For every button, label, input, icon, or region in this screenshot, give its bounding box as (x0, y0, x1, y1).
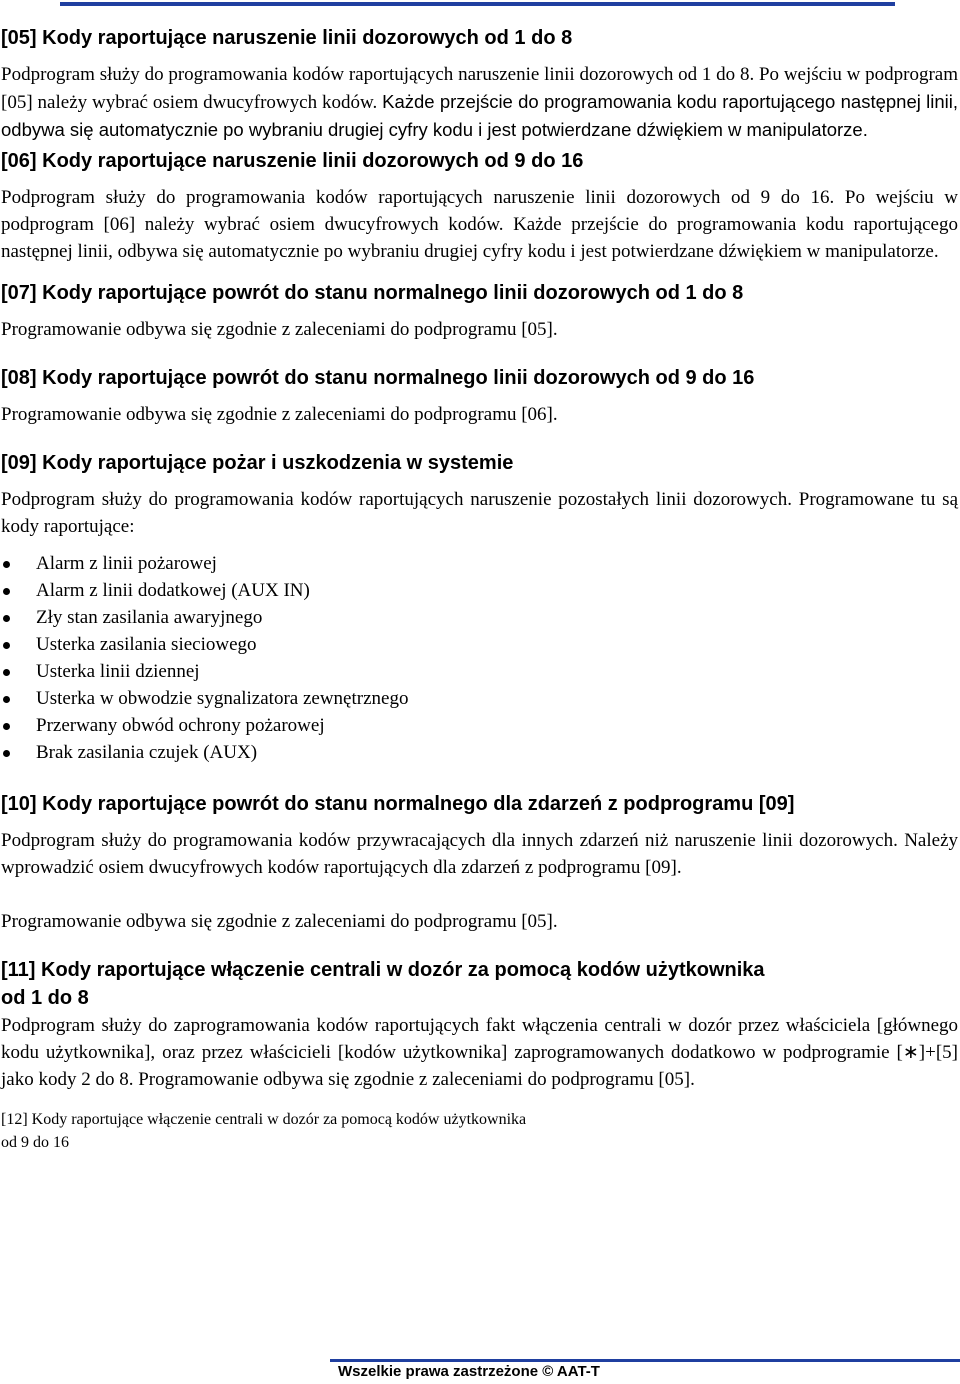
section-11-paragraph: Podprogram służy do zaprogramowania kodów raportujących fakt włączenia centrali w dozór przez właściciela [głównego kodu użytkownika], oraz przez właścicieli [kodów użytkownika] zaprogramowanych dodatkowo w podprogramie [∗]+[5] jako kody 2 do 8. Programowanie odbywa się zgodnie z zaleceniami do podprogramu [05]. (1, 1015, 958, 1090)
list-item: Zły stan zasilania awaryjnego (1, 604, 958, 631)
list-item: Alarm z linii dodatkowej (AUX IN) (1, 577, 958, 604)
section-09-list (1, 550, 958, 766)
section-07-title: [07] Kody raportujące powrót do stanu normalnego linii dozorowych od 1 do 8 (1, 282, 744, 304)
section-11-title-line-1: [11] Kody raportujące włączenie centrali w dozór za pomocą kodów użytkownika (1, 959, 765, 981)
list-item: Alarm z linii pożarowej (1, 550, 958, 577)
section-08-paragraph: Programowanie odbywa się zgodnie z zaleceniami do podprogramu [06]. (1, 404, 558, 425)
section-11 (1, 956, 958, 1093)
list-item: Usterka w obwodzie sygnalizatora zewnętrznego (1, 685, 958, 712)
section-10 (1, 790, 958, 935)
section-06-title: [06] Kody raportujące naruszenie linii dozorowych od 9 do 16 (1, 150, 584, 172)
section-05 (1, 24, 958, 144)
section-10-paragraph-2: Programowanie odbywa się zgodnie z zaleceniami do podprogramu [05]. (1, 911, 558, 932)
section-09-title: [09] Kody raportujące pożar i uszkodzenia w systemie (1, 452, 514, 474)
section-05-text-b: Każde przejście do programowania kodu raportującego następnej linii, odbywa się automatycznie po wybraniu drugiej cyfry kodu i jest potwierdzane dźwiękiem w manipulatorze. (1, 91, 959, 140)
footer-copyright: Wszelkie prawa zastrzeżone © AAT-T (338, 1363, 600, 1380)
list-item: Usterka zasilania sieciowego (1, 631, 958, 658)
section-05-text-a: Podprogram służy do programowania kodów raportujących naruszenie linii dozorowych od 1 do 8. Po wejściu w podprogram [05] należy wybrać osiem dwucyfrowych kodów. (1, 64, 958, 113)
section-06-paragraph: Podprogram służy do programowania kodów raportujących naruszenie linii dozorowych od 9 do 16. Po wejściu w podprogram [06] należy wybrać osiem dwucyfrowych kodów. Każde przejście do programowania kodu raportującego następnej linii, odbywa się automatycznie po wybraniu drugiej cyfry kodu i jest potwierdzane dźwiękiem w manipulatorze. (1, 187, 958, 262)
section-09-paragraph: Podprogram służy do programowania kodów raportujących naruszenie pozostałych linii dozorowych. Programowane tu są kody raportujące: (1, 489, 958, 537)
list-item: Przerwany obwód ochrony pożarowej (1, 712, 958, 739)
list-item: Usterka linii dziennej (1, 658, 958, 685)
document-body (1, 22, 958, 1154)
section-09 (1, 449, 958, 766)
section-10-title: [10] Kody raportujące powrót do stanu normalnego dla zdarzeń z podprogramu [09] (1, 793, 795, 815)
section-10-paragraph-1: Podprogram służy do programowania kodów przywracających dla innych zdarzeń niż naruszenie linii dozorowych. Należy wprowadzić osiem dwucyfrowych kodów raportujących dla zdarzeń z podprogramu [09]. (1, 830, 958, 878)
section-07-paragraph: Programowanie odbywa się zgodnie z zaleceniami do podprogramu [05]. (1, 319, 558, 340)
section-08 (1, 364, 958, 428)
section-12-line-2: od 9 do 16 (1, 1134, 69, 1151)
section-05-paragraph (1, 61, 958, 144)
section-08-title: [08] Kody raportujące powrót do stanu normalnego linii dozorowych od 9 do 16 (1, 367, 755, 389)
section-11-title-line-2: od 1 do 8 (1, 987, 89, 1009)
header-rule (60, 2, 895, 6)
section-07 (1, 279, 958, 343)
list-item: Brak zasilania czujek (AUX) (1, 739, 958, 766)
section-06 (1, 147, 958, 265)
section-12-line-1: [12] Kody raportujące włączenie centrali w dozór za pomocą kodów użytkownika (1, 1111, 527, 1128)
section-12 (1, 1108, 958, 1154)
section-05-title: [05] Kody raportujące naruszenie linii dozorowych od 1 do 8 (1, 27, 573, 49)
